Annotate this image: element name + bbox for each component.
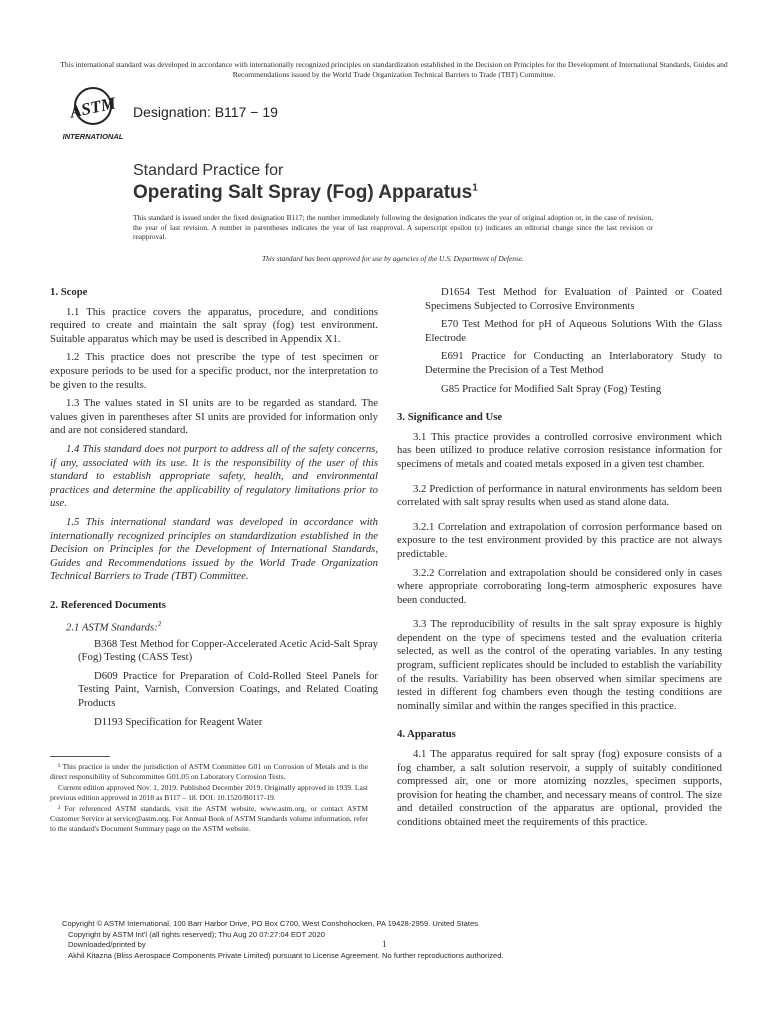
paragraph-1-2: 1.2 This practice does not prescribe the type of test specimen or exposure periods to be used for a specific product, nor the interpretation to be given to the results.: [50, 351, 378, 391]
astm-standards-text: 2.1 ASTM Standards:: [66, 622, 158, 635]
reference-list-right: [397, 286, 722, 396]
right-column: [397, 286, 722, 835]
standard-note: This standard is issued under the fixed designation B117; the number immediately following the designation indicates the year of original adoption or, in the case of revision, the year of last revision. A number in parentheses indicates the year of last reapproval. A superscript epsilon (ε) indicates an editorial change since the last revision or reapproval.: [133, 213, 653, 241]
reference-list-left: [50, 638, 378, 730]
logo-subtext: INTERNATIONAL: [62, 132, 124, 141]
title-footnote-mark: 1: [472, 182, 478, 194]
logo-text: ASTM: [68, 93, 118, 122]
astm-standards-mark: 2: [157, 620, 162, 629]
paragraph-1-3: 1.3 The values stated in SI units are to be regarded as standard. The values given in parentheses after SI units are provided for information only and are not considered standard.: [50, 397, 378, 437]
paragraph-3-3: 3.3 The reproducibility of results in the salt spray exposure is highly dependent on the type of specimens tested and the evaluation criteria selected, as well as the control of the operating variables. In any testing program, sufficient replicates should be included to establish the variability of the results. Variability has been observed when similar specimens are tested in different fog chambers even though the testing conditions are nominally similar and within the ranges specified in this practice.: [397, 618, 722, 712]
paragraph-3-1: 3.1 This practice provides a controlled corrosive environment which has been utilized to produce relative corrosion resistance information for specimens of metals and coated metals exposed in a given test chamber.: [397, 430, 722, 470]
reference-item: E691 Practice for Conducting an Interlaboratory Study to Determine the Precision of a Test Method: [425, 350, 722, 376]
footnote-divider: [50, 756, 110, 757]
paragraph-4-1: 4.1 The apparatus required for salt spray (fog) exposure consists of a fog chamber, a salt solution reservoir, a supply of suitably conditioned compressed air, one or more atomizing nozzles, specimen supports, provision for heating the chamber, and necessary means of control. The size and detailed construction of the apparatus are optional, provided the conditions obtained meet the requirements of this practice.: [397, 748, 722, 828]
footer-copyright: Copyright © ASTM International, 100 Barr Harbor Drive, PO Box C700, West Conshohocken, PA 19428-2959. United States: [62, 919, 479, 928]
paragraph-3-2-2: 3.2.2 Correlation and extrapolation should be considered only in cases where appropriate corroborating long-term atmospheric exposures have been conducted.: [397, 566, 722, 606]
dod-note: This standard has been approved for use by agencies of the U.S. Department of Defense.: [262, 254, 524, 263]
reference-item: E70 Test Method for pH of Aqueous Solutions With the Glass Electrode: [425, 318, 722, 344]
paragraph-1-5: 1.5 This international standard was developed in accordance with internationally recognized principles on standardization established in the Decision on Principles for the Development of International Standards, Guides and Recommendations issued by the World Trade Organization Technical Barriers to Trade (TBT) Committee.: [50, 515, 378, 583]
footer-license-line: Copyright by ASTM Int'l (all rights reserved); Thu Aug 20 07:27:04 EDT 2020: [68, 929, 325, 939]
footer-downloaded-line: Downloaded/printed by: [68, 940, 146, 949]
designation: Designation: B117 − 19: [133, 104, 278, 120]
reference-item: D609 Practice for Preparation of Cold-Rolled Steel Panels for Testing Paint, Varnish, Conversion Coatings, and Related Coating Products: [78, 669, 378, 709]
title-line2: [133, 182, 478, 204]
apparatus-heading: 4. Apparatus: [397, 728, 456, 741]
footer-licensee-line: Akhil Kitazna (Bliss Aerospace Components Private Limited) pursuant to License Agreement. No further reproductions authorized.: [68, 950, 504, 960]
reference-item: B368 Test Method for Copper-Accelerated Acetic Acid-Salt Spray (Fog) Testing (CASS Test): [78, 637, 378, 664]
top-notice: This international standard was developed in accordance with internationally recognized principles on standardization established in the Decision on Principles for the Development of International Standards, Guides and Recommendations issued by the World Trade Organization Technical Barriers to Trade (TBT) Committee.: [60, 60, 728, 79]
footnote-1-edition: Current edition approved Nov. 1, 2019. Published December 2019. Originally approved in 1939. Last previous edition approved in 2018 as B117 – 18. DOI: 10.1520/B0117-19.: [50, 783, 368, 802]
footnote-2: ² For referenced ASTM standards, visit the ASTM website, www.astm.org, or contact ASTM Customer Service at service@astm.org. For Annual Book of ASTM Standards volume information, refer to the standard's Document Summary page on the ASTM website.: [50, 804, 368, 833]
title-line1: Standard Practice for: [133, 162, 284, 179]
paragraph-3-2-1: 3.2.1 Correlation and extrapolation of corrosion performance based on exposure to the test environment provided by this practice are not always predictable.: [397, 520, 722, 560]
page-number: 1: [382, 939, 387, 949]
title-text: Operating Salt Spray (Fog) Apparatus: [133, 182, 473, 203]
astm-standards-label: [50, 618, 378, 635]
paragraph-1-1: 1.1 This practice covers the apparatus, procedure, and conditions required to create and maintain the salt spray (fog) test environment. Suitable apparatus which may be used is described in Appendix X1.: [50, 305, 378, 345]
referenced-documents-heading: 2. Referenced Documents: [50, 598, 166, 611]
footnotes: [50, 762, 368, 835]
scope-heading: 1. Scope: [50, 286, 88, 298]
paragraph-3-2: 3.2 Prediction of performance in natural environments has seldom been correlated with salt spray results when used as stand alone data.: [397, 482, 722, 509]
reference-item: G85 Practice for Modified Salt Spray (Fog) Testing: [441, 382, 662, 395]
reference-item: D1654 Test Method for Evaluation of Painted or Coated Specimens Subjected to Corrosive Environments: [425, 286, 722, 312]
title-block: [133, 162, 478, 204]
significance-heading: 3. Significance and Use: [397, 411, 503, 424]
footnote-1: ¹ This practice is under the jurisdiction of ASTM Committee G01 on Corrosion of Metals and is the direct responsibility of Subcommittee G01.05 on Laboratory Corrosion Tests.: [50, 762, 368, 781]
left-column: [50, 286, 378, 734]
paragraph-1-4: 1.4 This standard does not purport to address all of the safety concerns, if any, associated with its use. It is the responsibility of the user of this standard to establish appropriate safety, health, and environmental practices and determine the applicability of regulatory limitations prior to use.: [50, 442, 378, 510]
reference-item: D1193 Specification for Reagent Water: [94, 715, 263, 728]
astm-logo: [60, 84, 130, 142]
